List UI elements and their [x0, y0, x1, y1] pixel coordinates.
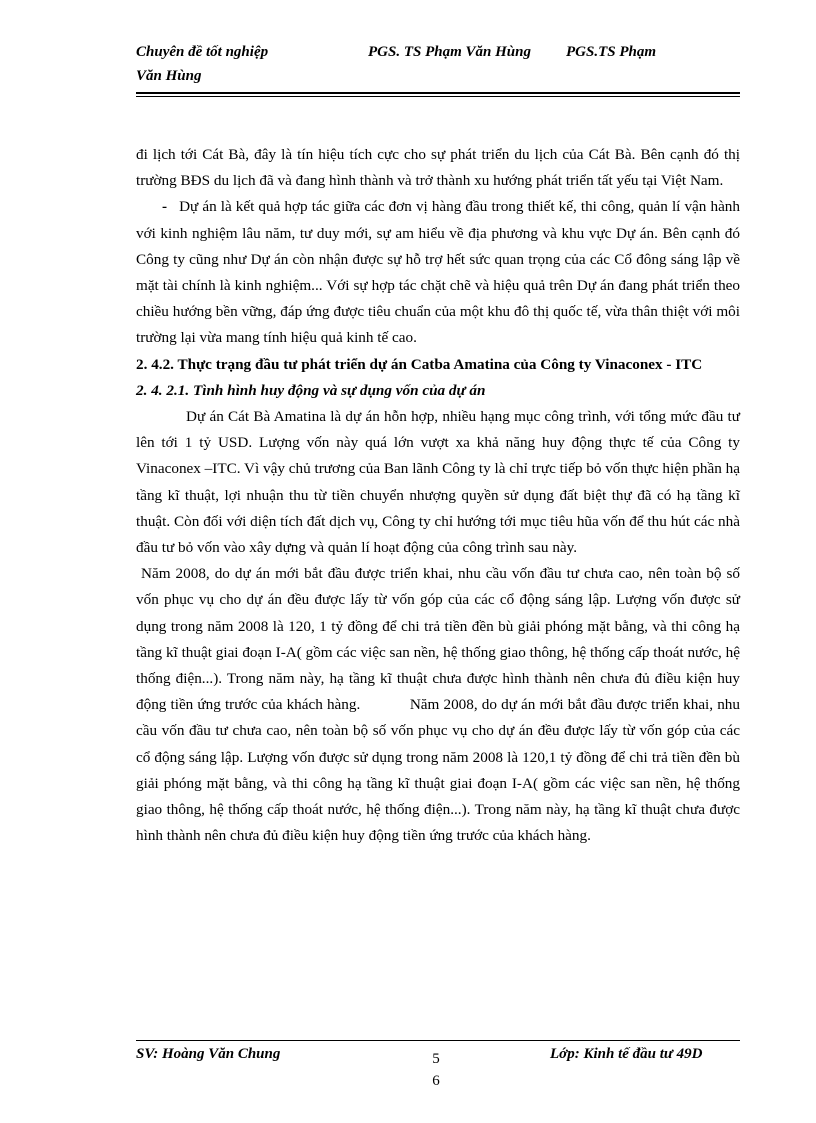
- page-number-line1: 5: [432, 1051, 440, 1067]
- document-body: [136, 142, 740, 849]
- header-supervisor: PGS. TS Phạm Văn Hùng: [368, 44, 531, 60]
- header-supervisor-continued: Văn Hùng: [136, 68, 202, 84]
- page-header: [136, 44, 740, 88]
- page-footer: [136, 1046, 740, 1096]
- header-supervisor-repeat: PGS.TS Phạm: [566, 44, 657, 60]
- subsection-heading: 2. 4. 2.1. Tình hình huy động và sự dụng vốn của dự án: [136, 381, 486, 399]
- paragraph-investment-overview: Dự án Cát Bà Amatina là dự án hỗn hợp, nhiều hạng mục công trình, với tổng mức đầu tư lên tới 1 tỷ USD. Lượng vốn này quá lớn vượt xa khả năng huy động thực tế của Công ty Vinaconex –ITC. Vì vậy chủ trương của Ban lãnh Công ty là chỉ trực tiếp bỏ vốn thực hiện phần hạ tầng kĩ thuật, lợi nhuận thu từ tiền chuyển nhượng quyền sử dụng đất biệt thự đã có hạ tầng kĩ thuật. Còn đối với diện tích đất dịch vụ, Công ty chỉ hướng tới mục tiêu hũa vốn để thu hút các nhà đầu tư bỏ vốn vào xây dựng và quản lí hoạt động của công trình sau này.: [136, 408, 740, 557]
- header-rule-thick: [136, 92, 740, 94]
- paragraph-tourism-trend: đi lịch tới Cát Bà, đây là tín hiệu tích cực cho sự phát triển du lịch của Cát Bà. Bên cạnh đó thị trường BĐS du lịch đã và đang hình thành và trở thành xu hướng phát triển tất yếu tại Việt Nam.: [136, 146, 740, 190]
- paragraph-capital-2008: [136, 561, 740, 849]
- footer-rule: [136, 1040, 740, 1041]
- footer-student: SV: Hoàng Văn Chung: [136, 1046, 281, 1062]
- paragraph-bullet-cooperation: [136, 194, 740, 351]
- header-rule-thin: [136, 96, 740, 97]
- page-number-line2: 6: [432, 1073, 440, 1089]
- paragraph-capital-2008-first: Năm 2008, do dự án mới bắt đầu được triển khai, nhu cầu vốn đầu tư chưa cao, nên toàn bộ số vốn phục vụ cho dự án đều được lấy từ vốn góp của các cổ động sáng lập. Lượng vốn được sử dụng trong năm 2008 là 120, 1 tỷ đồng để chi trả tiền đền bù giải phóng mặt bằng, và thi công hạ tầng kĩ thuật giai đoạn I-A( gồm các việc san nền, hệ thống giao thông, hệ thống cấp thoát nước, hệ thống điện...). Trong năm này, hạ tầng kĩ thuật chưa được hình thành nên chưa đủ điều kiện huy động tiền ứng trước của khách hàng.: [136, 565, 741, 714]
- footer-class: Lớp: Kinh tế đầu tư 49D: [550, 1046, 703, 1062]
- section-heading: 2. 4.2. Thực trạng đầu tư phát triển dự án Catba Amatina của Công ty Vinaconex - ITC: [136, 355, 703, 373]
- header-doc-title: Chuyên đề tốt nghiệp: [136, 44, 269, 60]
- bullet-text: Dự án là kết quả hợp tác giữa các đơn vị hàng đầu trong thiết kế, thi công, quản lí vận hành với kinh nghiệm lâu năm, tư duy mới, sự am hiểu về địa phương và khu vực Dự án. Bên cạnh đó Công ty cũng như Dự án còn nhận được sự hỗ trợ hết sức quan trọng của các Cổ đông sáng lập về mặt tài chính là kinh nghiệm... Với sự hợp tác chặt chẽ và hiệu quả trên Dự án đang phát triển theo chiều hướng bền vững, đáp ứng được tiêu chuẩn của một khu đô thị quốc tế, vừa thân thiệt với môi trường lại vừa mang tính hiệu quả kinh tế cao.: [136, 198, 740, 347]
- footer-page-number: [428, 1048, 444, 1092]
- paragraph-capital-2008-repeat: Năm 2008, do dự án mới bắt đầu được triển khai, nhu cầu vốn đầu tư chưa cao, nên toàn bộ số vốn phục vụ cho dự án đều được lấy từ vốn góp của các cổ động sáng lập. Lượng vốn được sử dụng trong năm 2008 là 120,1 tỷ đồng để chi trả tiền đền bù giải phóng mặt bằng, và thi công hạ tầng kĩ thuật giai đoạn I-A( gồm các việc san nền, hệ thống giao thông, hệ thống cấp thoát nước, hệ thống điện...). Trong năm này, hạ tầng kĩ thuật chưa được hình thành nên chưa đủ điều kiện huy động tiền ứng trước của khách hàng.: [136, 696, 740, 845]
- bullet-dash: -: [162, 198, 168, 216]
